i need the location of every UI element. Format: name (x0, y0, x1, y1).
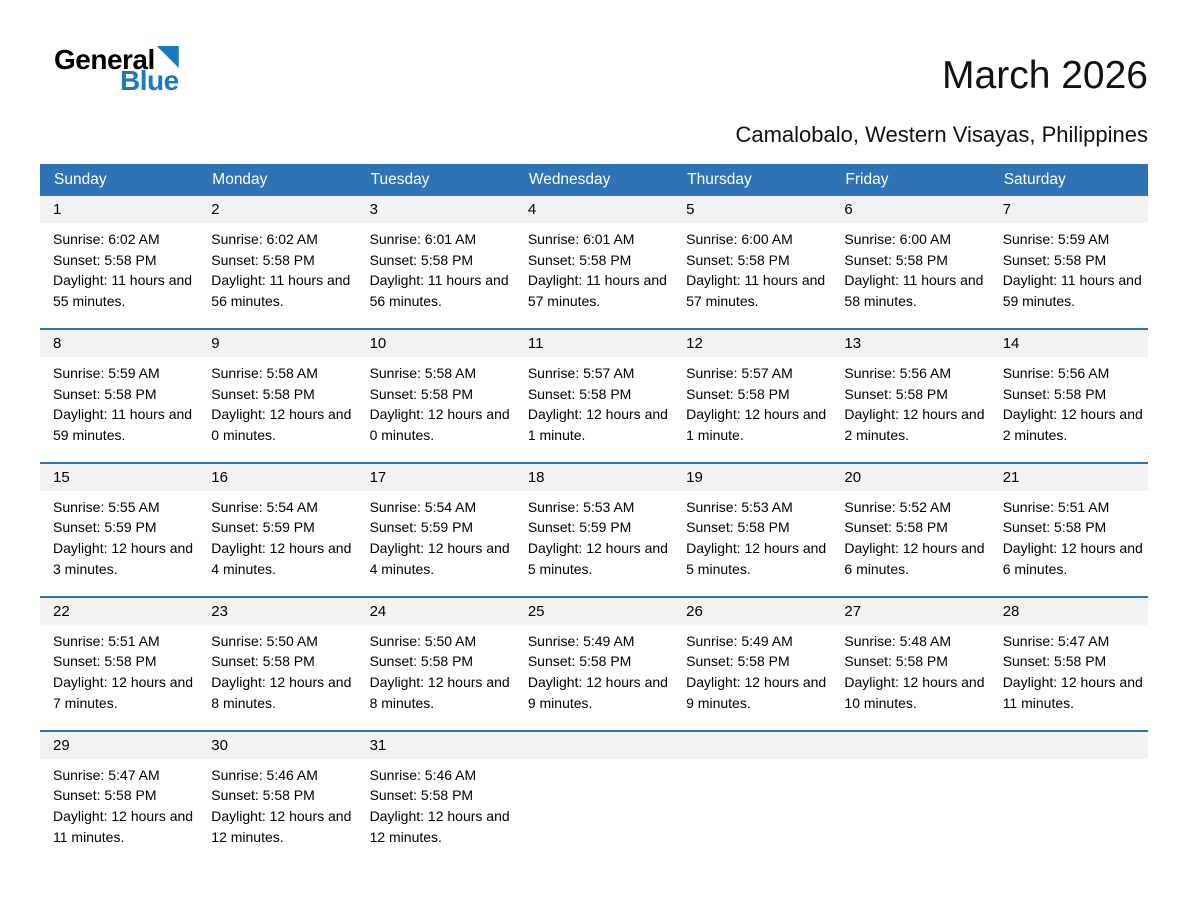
daylight-text: Daylight: 12 hours and 12 minutes. (369, 807, 510, 845)
day-cell (357, 597, 515, 731)
empty-day-cell (515, 731, 673, 864)
day-number: 14 (990, 330, 1148, 357)
sunset-text: Sunset: 5:58 PM (1002, 251, 1107, 268)
day-number: 3 (357, 196, 515, 223)
daylight-text: Daylight: 11 hours and 57 minutes. (527, 272, 667, 310)
day-details (831, 357, 989, 462)
daylight-text: Daylight: 12 hours and 4 minutes. (369, 540, 510, 577)
sunset-text: Sunset: 5:58 PM (1002, 653, 1107, 670)
day-number (831, 732, 989, 759)
day-number: 28 (990, 598, 1148, 625)
day-cell (831, 597, 989, 731)
day-number: 10 (357, 330, 515, 357)
sunset-text: Sunset: 5:58 PM (211, 251, 315, 268)
week-row (40, 329, 1148, 463)
empty-day-cell (990, 731, 1148, 864)
day-details (515, 223, 673, 328)
sunset-text: Sunset: 5:58 PM (53, 653, 157, 670)
sunrise-text: Sunrise: 5:56 AM (844, 364, 952, 381)
day-number (990, 732, 1148, 759)
day-cell (40, 731, 198, 864)
day-details (357, 759, 515, 864)
sunrise-text: Sunrise: 5:58 AM (369, 364, 477, 381)
day-number: 26 (673, 598, 831, 625)
day-number: 23 (198, 598, 356, 625)
day-details (198, 223, 356, 328)
day-cell (198, 731, 356, 864)
sunrise-text: Sunrise: 5:54 AM (369, 498, 477, 515)
sunset-text: Sunset: 5:58 PM (1002, 519, 1107, 536)
daylight-text: Daylight: 11 hours and 58 minutes. (844, 272, 984, 310)
daylight-text: Daylight: 11 hours and 56 minutes. (369, 272, 509, 310)
daylight-text: Daylight: 12 hours and 11 minutes. (1002, 674, 1143, 711)
day-cell (40, 597, 198, 731)
sunset-text: Sunset: 5:58 PM (686, 385, 790, 402)
sunrise-text: Sunrise: 6:02 AM (53, 231, 160, 247)
day-cell (673, 329, 831, 463)
day-details (990, 491, 1148, 596)
day-cell (990, 329, 1148, 463)
day-cell (515, 196, 673, 329)
page-title: March 2026 (942, 54, 1148, 97)
sunset-text: Sunset: 5:59 PM (527, 519, 632, 536)
day-number: 13 (831, 330, 989, 357)
day-number: 18 (515, 464, 673, 491)
day-cell (673, 196, 831, 329)
daylight-text: Daylight: 12 hours and 1 minute. (527, 406, 668, 444)
day-cell (990, 196, 1148, 329)
daylight-text: Daylight: 12 hours and 9 minutes. (527, 674, 668, 711)
daylight-text: Daylight: 12 hours and 10 minutes. (844, 674, 985, 711)
day-number: 9 (198, 330, 356, 357)
sunset-text: Sunset: 5:59 PM (53, 519, 157, 536)
day-number: 15 (40, 464, 198, 491)
sunset-text: Sunset: 5:58 PM (53, 385, 157, 402)
day-details (831, 625, 989, 730)
logo-text-blue: Blue (120, 65, 179, 96)
day-cell (40, 329, 198, 463)
sunrise-text: Sunrise: 5:52 AM (844, 498, 952, 515)
daylight-text: Daylight: 12 hours and 2 minutes. (1002, 406, 1143, 444)
daylight-text: Daylight: 12 hours and 3 minutes. (53, 540, 194, 577)
day-details (515, 625, 673, 730)
sunrise-text: Sunrise: 5:46 AM (211, 766, 318, 783)
general-blue-logo (40, 46, 179, 95)
day-details (515, 357, 673, 462)
day-details (515, 759, 673, 855)
sunset-text: Sunset: 5:59 PM (211, 519, 315, 536)
sunrise-text: Sunrise: 5:51 AM (1002, 498, 1110, 515)
day-details (831, 223, 989, 328)
title-block (735, 46, 1148, 148)
sunrise-text: Sunrise: 6:02 AM (211, 231, 318, 247)
sunset-text: Sunset: 5:58 PM (527, 385, 632, 402)
day-number: 4 (515, 196, 673, 223)
day-details (673, 759, 831, 855)
day-details (198, 357, 356, 462)
day-details (198, 491, 356, 596)
sunrise-text: Sunrise: 5:47 AM (1002, 632, 1110, 649)
day-cell (357, 329, 515, 463)
sunset-text: Sunset: 5:58 PM (844, 251, 948, 268)
day-cell (198, 329, 356, 463)
weekday-header-friday: Friday (831, 164, 989, 196)
day-number (673, 732, 831, 759)
weekday-header-row (40, 164, 1148, 196)
sunset-text: Sunset: 5:58 PM (369, 787, 474, 804)
sunrise-text: Sunrise: 5:48 AM (844, 632, 952, 649)
day-number: 12 (673, 330, 831, 357)
day-cell (357, 731, 515, 864)
sunset-text: Sunset: 5:59 PM (369, 519, 474, 536)
sunset-text: Sunset: 5:58 PM (844, 519, 948, 536)
sunrise-text: Sunrise: 5:49 AM (527, 632, 635, 649)
week-row (40, 731, 1148, 864)
day-cell (357, 463, 515, 597)
daylight-text: Daylight: 12 hours and 8 minutes. (211, 674, 352, 711)
day-details (357, 223, 515, 328)
page-header (40, 0, 1148, 148)
week-row (40, 597, 1148, 731)
empty-day-cell (673, 731, 831, 864)
sunset-text: Sunset: 5:58 PM (1002, 385, 1107, 402)
sunset-text: Sunset: 5:58 PM (211, 653, 315, 670)
sunrise-text: Sunrise: 5:58 AM (211, 364, 318, 381)
day-number (515, 732, 673, 759)
day-details (40, 491, 198, 596)
day-number: 2 (198, 196, 356, 223)
daylight-text: Daylight: 12 hours and 2 minutes. (844, 406, 985, 444)
sunrise-text: Sunrise: 5:49 AM (686, 632, 793, 649)
weekday-header-sunday: Sunday (40, 164, 198, 196)
day-details (831, 759, 989, 855)
empty-day-cell (831, 731, 989, 864)
day-number: 5 (673, 196, 831, 223)
daylight-text: Daylight: 12 hours and 12 minutes. (211, 807, 352, 845)
daylight-text: Daylight: 11 hours and 59 minutes. (53, 406, 193, 444)
day-cell (831, 329, 989, 463)
sunset-text: Sunset: 5:58 PM (844, 385, 948, 402)
day-details (673, 625, 831, 730)
daylight-text: Daylight: 12 hours and 0 minutes. (369, 406, 510, 444)
daylight-text: Daylight: 12 hours and 6 minutes. (1002, 540, 1143, 577)
day-details (990, 625, 1148, 730)
day-details (40, 357, 198, 462)
sunrise-text: Sunrise: 6:01 AM (369, 231, 477, 247)
day-number: 30 (198, 732, 356, 759)
sunrise-text: Sunrise: 5:47 AM (53, 766, 160, 783)
day-number: 11 (515, 330, 673, 357)
daylight-text: Daylight: 12 hours and 4 minutes. (211, 540, 352, 577)
day-cell (990, 597, 1148, 731)
day-cell (357, 196, 515, 329)
daylight-text: Daylight: 11 hours and 59 minutes. (1002, 272, 1142, 310)
day-cell (831, 463, 989, 597)
sunrise-text: Sunrise: 5:55 AM (53, 498, 160, 515)
weekday-header-wednesday: Wednesday (515, 164, 673, 196)
day-number: 16 (198, 464, 356, 491)
daylight-text: Daylight: 12 hours and 5 minutes. (686, 540, 827, 577)
day-number: 24 (357, 598, 515, 625)
sunset-text: Sunset: 5:58 PM (211, 787, 315, 804)
sunrise-text: Sunrise: 5:53 AM (686, 498, 793, 515)
daylight-text: Daylight: 11 hours and 57 minutes. (686, 272, 826, 310)
day-cell (990, 463, 1148, 597)
sunrise-text: Sunrise: 5:59 AM (53, 364, 160, 381)
week-row (40, 196, 1148, 329)
day-details (673, 357, 831, 462)
day-cell (198, 597, 356, 731)
day-cell (40, 196, 198, 329)
day-cell (198, 196, 356, 329)
calendar-body (40, 196, 1148, 863)
sunrise-text: Sunrise: 5:54 AM (211, 498, 318, 515)
logo-word-general: General (54, 44, 155, 75)
day-details (198, 625, 356, 730)
sunset-text: Sunset: 5:58 PM (369, 653, 474, 670)
day-number: 25 (515, 598, 673, 625)
sunrise-text: Sunrise: 6:00 AM (686, 231, 793, 247)
day-details (357, 625, 515, 730)
day-number: 21 (990, 464, 1148, 491)
sunset-text: Sunset: 5:58 PM (844, 653, 948, 670)
day-cell (515, 329, 673, 463)
day-cell (515, 597, 673, 731)
day-details (990, 223, 1148, 328)
day-details (40, 759, 198, 864)
day-details (990, 759, 1148, 855)
sunrise-text: Sunrise: 5:59 AM (1002, 231, 1110, 247)
day-details (357, 491, 515, 596)
weekday-header-tuesday: Tuesday (357, 164, 515, 196)
sunset-text: Sunset: 5:58 PM (686, 653, 790, 670)
sunset-text: Sunset: 5:58 PM (369, 385, 474, 402)
daylight-text: Daylight: 12 hours and 6 minutes. (844, 540, 985, 577)
day-cell (40, 463, 198, 597)
day-number: 31 (357, 732, 515, 759)
sunset-text: Sunset: 5:58 PM (686, 519, 790, 536)
day-number: 29 (40, 732, 198, 759)
day-number: 19 (673, 464, 831, 491)
daylight-text: Daylight: 11 hours and 56 minutes. (211, 272, 351, 310)
sunset-text: Sunset: 5:58 PM (527, 251, 632, 268)
daylight-text: Daylight: 12 hours and 5 minutes. (527, 540, 668, 577)
day-details (40, 625, 198, 730)
weekday-header-monday: Monday (198, 164, 356, 196)
daylight-text: Daylight: 12 hours and 7 minutes. (53, 674, 194, 711)
day-number: 22 (40, 598, 198, 625)
sunrise-text: Sunrise: 5:50 AM (369, 632, 477, 649)
daylight-text: Daylight: 12 hours and 11 minutes. (53, 807, 194, 845)
day-details (990, 357, 1148, 462)
day-cell (198, 463, 356, 597)
day-cell (673, 463, 831, 597)
page-subtitle: Camalobalo, Western Visayas, Philippines (735, 122, 1148, 147)
sunset-text: Sunset: 5:58 PM (53, 787, 157, 804)
daylight-text: Daylight: 11 hours and 55 minutes. (53, 272, 193, 310)
sunrise-text: Sunrise: 5:50 AM (211, 632, 318, 649)
sunrise-text: Sunrise: 5:56 AM (1002, 364, 1110, 381)
day-details (831, 491, 989, 596)
day-number: 6 (831, 196, 989, 223)
sunrise-text: Sunrise: 6:01 AM (527, 231, 635, 247)
weekday-header-thursday: Thursday (673, 164, 831, 196)
daylight-text: Daylight: 12 hours and 1 minute. (686, 406, 827, 444)
sunset-text: Sunset: 5:58 PM (527, 653, 632, 670)
day-number: 1 (40, 196, 198, 223)
day-details (40, 223, 198, 328)
day-details (515, 491, 673, 596)
day-details (673, 491, 831, 596)
sunrise-text: Sunrise: 5:46 AM (369, 766, 477, 783)
daylight-text: Daylight: 12 hours and 8 minutes. (369, 674, 510, 711)
sunrise-text: Sunrise: 5:57 AM (686, 364, 793, 381)
sunrise-text: Sunrise: 5:51 AM (53, 632, 160, 649)
weekday-header-saturday: Saturday (990, 164, 1148, 196)
day-details (673, 223, 831, 328)
day-details (357, 357, 515, 462)
daylight-text: Daylight: 12 hours and 0 minutes. (211, 406, 352, 444)
day-details (198, 759, 356, 864)
sunrise-text: Sunrise: 5:53 AM (527, 498, 635, 515)
sunset-text: Sunset: 5:58 PM (686, 251, 790, 268)
day-number: 27 (831, 598, 989, 625)
calendar-table (40, 164, 1148, 863)
sunrise-text: Sunrise: 6:00 AM (844, 231, 952, 247)
sunset-text: Sunset: 5:58 PM (369, 251, 474, 268)
day-cell (515, 463, 673, 597)
day-cell (831, 196, 989, 329)
day-cell (673, 597, 831, 731)
day-number: 20 (831, 464, 989, 491)
day-number: 17 (357, 464, 515, 491)
sunset-text: Sunset: 5:58 PM (53, 251, 157, 268)
sunrise-text: Sunrise: 5:57 AM (527, 364, 635, 381)
week-row (40, 463, 1148, 597)
daylight-text: Daylight: 12 hours and 9 minutes. (686, 674, 827, 711)
day-number: 8 (40, 330, 198, 357)
sunset-text: Sunset: 5:58 PM (211, 385, 315, 402)
day-number: 7 (990, 196, 1148, 223)
